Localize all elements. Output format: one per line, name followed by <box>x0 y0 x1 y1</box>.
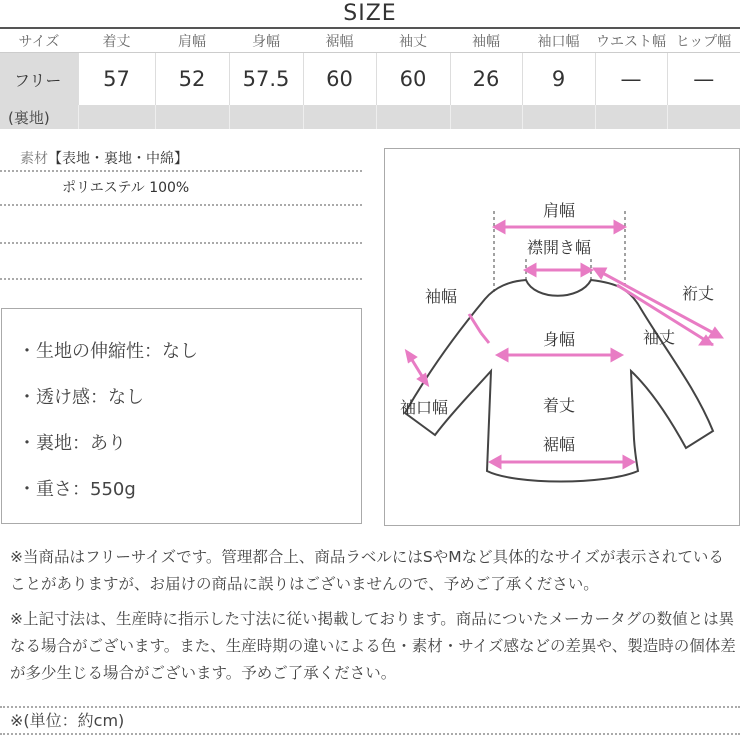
material-section <box>0 148 362 280</box>
title-divider <box>0 27 740 29</box>
size-table-header <box>0 30 740 53</box>
material-label: 素材 <box>20 151 48 167</box>
table-row <box>0 53 740 106</box>
size-title: SIZE <box>343 1 397 26</box>
unit-note: ※(単位：約cm) <box>10 711 125 730</box>
label-hem: 裾幅 <box>542 435 576 454</box>
header-cell: 袖口幅 <box>537 34 580 50</box>
label-sleeve-width: 袖幅 <box>424 287 458 306</box>
row-sublabel: (裏地) <box>0 105 78 129</box>
label-body-width: 身幅 <box>542 330 576 349</box>
label-neck: 襟開き幅 <box>526 238 592 257</box>
value-cell: 57.5 <box>229 53 303 106</box>
material-detail-row <box>0 172 362 206</box>
header-cell: 肩幅 <box>178 34 206 50</box>
label-length: 着丈 <box>542 396 576 415</box>
row-label: フリー <box>0 53 78 106</box>
value-cell: 52 <box>155 53 229 106</box>
label-sleeve-length: 袖丈 <box>642 328 676 347</box>
header-cell: 身幅 <box>252 34 280 50</box>
material-row <box>0 148 362 172</box>
notes-section <box>10 544 738 695</box>
property-lining: ・裏地：あり <box>18 433 126 454</box>
value-cell: — <box>595 53 667 106</box>
label-shoulder: 肩幅 <box>542 201 576 220</box>
header-cell: 着丈 <box>102 34 131 50</box>
sleeve-width-arrow <box>469 314 481 333</box>
property-sheerness: ・透け感：なし <box>18 387 144 408</box>
header-cell: ウエスト幅 <box>596 34 666 50</box>
header-cell: サイズ <box>18 34 60 50</box>
property-weight: ・重さ：550g <box>18 479 136 500</box>
material-empty-row <box>0 206 362 244</box>
property-stretch: ・生地の伸縮性：なし <box>18 341 198 362</box>
value-cell: 60 <box>303 53 376 106</box>
header-cell: 袖丈 <box>399 34 427 50</box>
label-cuff: 袖口幅 <box>399 398 449 417</box>
note-measurements: ※上記寸法は、生産時に指示した寸法に従い掲載しております。商品についたメーカータグの数値とは異なる場合がございます。また、生産時期の違いによる色・素材・サイズ感などの差異や、製造時の個体差が多少生じる場合がございます。予めご了承ください。 <box>10 610 736 682</box>
value-cell: 9 <box>522 53 595 106</box>
material-composition: 【表地・裏地・中綿】 <box>48 151 188 167</box>
material-empty-row <box>0 244 362 280</box>
bottom-divider <box>0 733 740 735</box>
material-detail: ポリエステル 100% <box>62 180 190 196</box>
value-cell: 60 <box>376 53 450 106</box>
note-free-size: ※当商品はフリーサイズです。管理都合上、商品ラベルにはSやMなど具体的なサイズが表示されていることがありますが、お届けの商品に誤りはございませんので、予めご了承ください。 <box>10 548 724 593</box>
properties-box <box>1 308 362 524</box>
header-cell: 袖幅 <box>472 34 500 50</box>
size-table <box>0 30 740 129</box>
value-cell: — <box>667 53 740 106</box>
value-cell: 26 <box>450 53 522 106</box>
label-yuki: 裄丈 <box>681 284 715 303</box>
header-cell: ヒップ幅 <box>675 34 732 50</box>
garment-svg <box>385 149 739 525</box>
header-cell: 裾幅 <box>325 34 354 50</box>
table-row <box>0 105 740 129</box>
yuki-arrow <box>597 270 719 336</box>
value-cell: 57 <box>78 53 155 106</box>
garment-diagram <box>384 148 740 526</box>
